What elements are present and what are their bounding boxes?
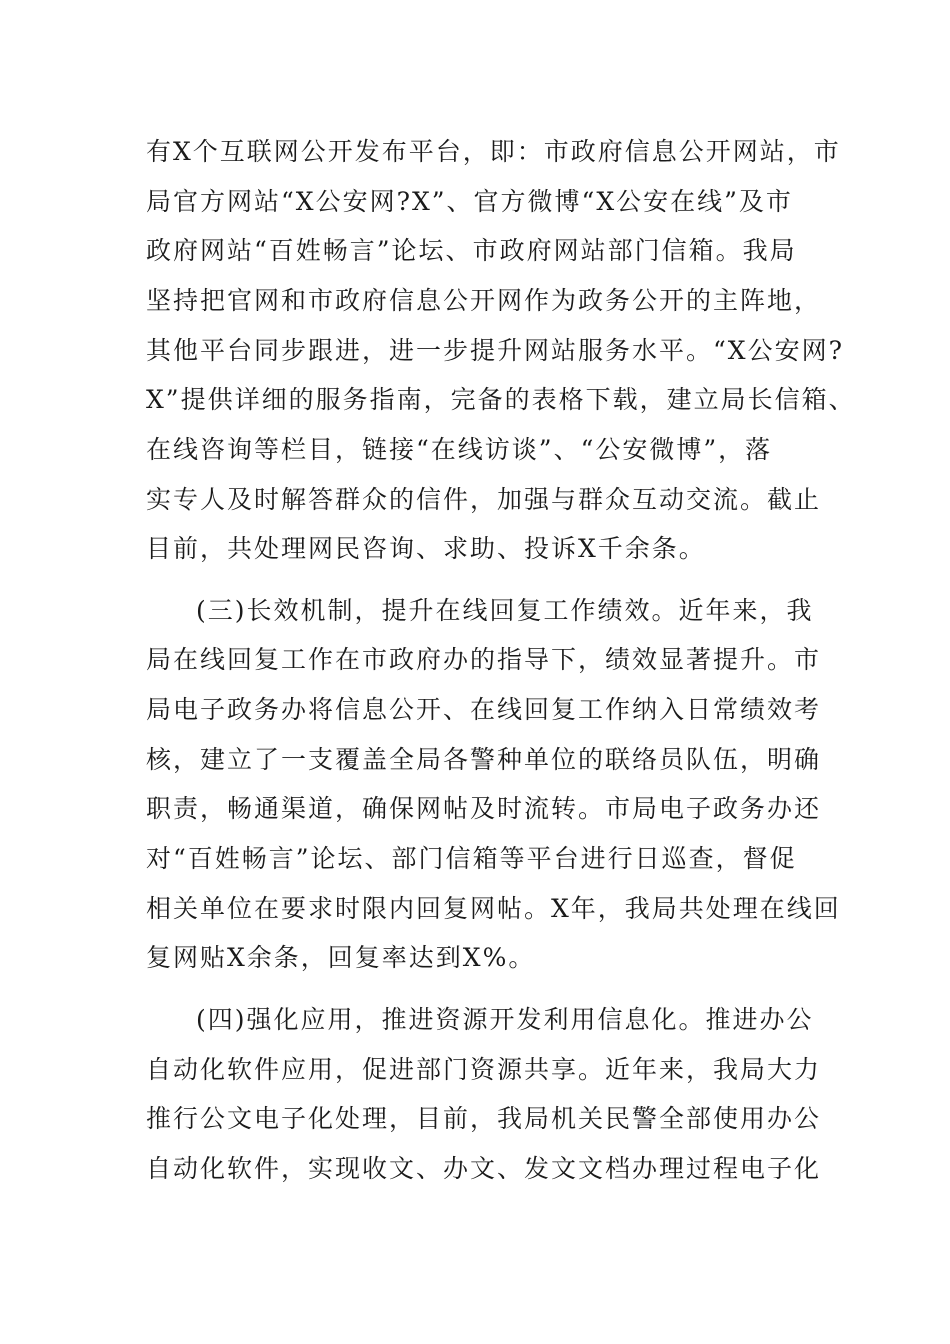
paragraph-3-heading-line: (三)长效机制，提升在线回复工作绩效。近年来，我 [196, 596, 814, 625]
text-line-15: 对“百姓畅言”论坛、部门信箱等平台进行日巡查，督促 [146, 844, 797, 873]
text-line-21: 自动化软件，实现收文、办文、发文文档办理过程电子化 [146, 1154, 822, 1183]
text-line-14: 职责，畅通渠道，确保网帖及时流转。市局电子政务办还 [146, 794, 822, 823]
text-line-13: 核，建立了一支覆盖全局各警种单位的联络员队伍，明确 [146, 745, 822, 774]
text-line-3: 政府网站“百姓畅言”论坛、市政府网站部门信箱。我局 [146, 236, 797, 265]
text-line-6: X”提供详细的服务指南，完备的表格下载，建立局长信箱、 [146, 385, 856, 414]
text-line-9: 目前，共处理网民咨询、求助、投诉X千余条。 [146, 534, 706, 563]
text-line-4: 坚持把官网和市政府信息公开网作为政务公开的主阵地， [146, 286, 822, 315]
text-line-16: 相关单位在要求时限内回复网帖。X年，我局共处理在线回 [146, 894, 841, 923]
text-line-8: 实专人及时解答群众的信件，加强与群众互动交流。截止 [146, 485, 822, 514]
text-line-12: 局电子政务办将信息公开、在线回复工作纳入日常绩效考 [146, 695, 822, 724]
text-line-5: 其他平台同步跟进，进一步提升网站服务水平。“X公安网? [146, 336, 844, 365]
text-line-20: 推行公文电子化处理，目前，我局机关民警全部使用办公 [146, 1104, 822, 1133]
text-line-17: 复网贴X余条，回复率达到X%。 [146, 943, 536, 972]
text-line-2: 局官方网站“X公安网?X”、官方微博“X公安在线”及市 [146, 187, 793, 216]
text-line-7: 在线咨询等栏目，链接“在线访谈”、“公安微博”，落 [146, 435, 773, 464]
paragraph-4-heading-line: (四)强化应用，推进资源开发利用信息化。推进办公 [196, 1005, 814, 1034]
text-line-11: 局在线回复工作在市政府办的指导下，绩效显著提升。市 [146, 645, 822, 674]
text-line-1: 有X个互联网公开发布平台，即：市政府信息公开网站，市 [146, 137, 841, 166]
text-line-19: 自动化软件应用，促进部门资源共享。近年来，我局大力 [146, 1055, 822, 1084]
